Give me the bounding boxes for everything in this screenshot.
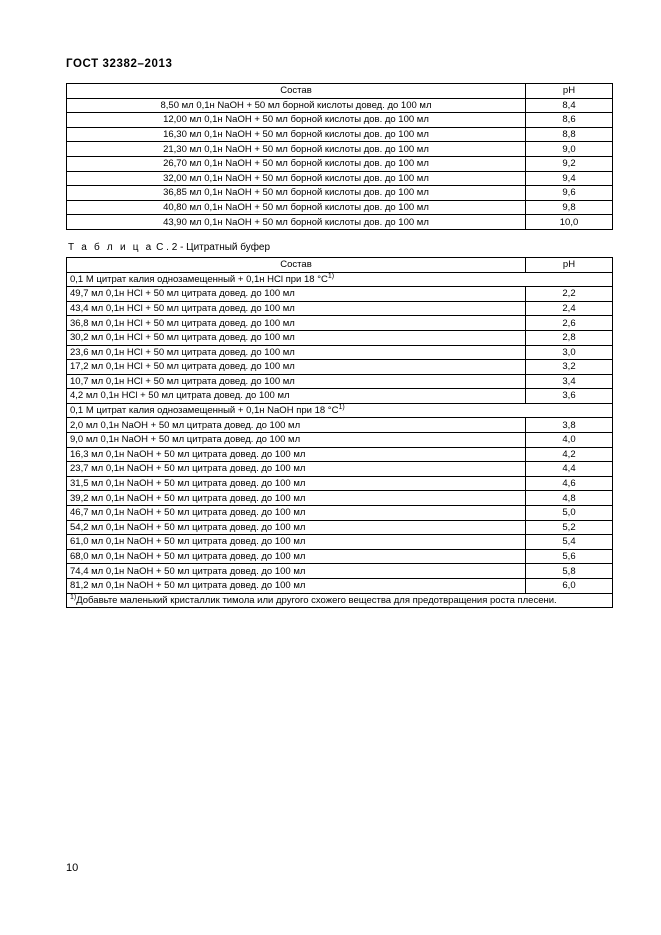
cell-composition: 23,7 мл 0,1н NaOH + 50 мл цитрата довед. до 100 мл <box>67 462 526 477</box>
table-row <box>67 433 613 448</box>
cell-composition: 12,00 мл 0,1н NaOH + 50 мл борной кислоты дов. до 100 мл <box>67 113 526 128</box>
cell-composition: 23,6 мл 0,1н HCl + 50 мл цитрата довед. до 100 мл <box>67 345 526 360</box>
table-caption-citrate <box>68 242 598 253</box>
table-row <box>67 186 613 201</box>
table-row <box>67 127 613 142</box>
cell-composition: 4,2 мл 0,1н HCl + 50 мл цитрата довед. до 100 мл <box>67 389 526 404</box>
cell-ph: 3,2 <box>526 360 613 375</box>
table-row <box>67 491 613 506</box>
table-row <box>67 506 613 521</box>
cell-ph: 5,2 <box>526 520 613 535</box>
cell-ph: 5,8 <box>526 564 613 579</box>
cell-composition: 40,80 мл 0,1н NaOH + 50 мл борной кислоты дов. до 100 мл <box>67 200 526 215</box>
cell-ph: 8,6 <box>526 113 613 128</box>
cell-ph: 4,8 <box>526 491 613 506</box>
table-row <box>67 447 613 462</box>
cell-ph: 5,0 <box>526 506 613 521</box>
cell-ph: 5,4 <box>526 535 613 550</box>
cell-ph: 2,2 <box>526 287 613 302</box>
table-row <box>67 418 613 433</box>
table-row <box>67 549 613 564</box>
table-row <box>67 462 613 477</box>
cell-composition: 16,30 мл 0,1н NaOH + 50 мл борной кислоты дов. до 100 мл <box>67 127 526 142</box>
cell-composition: 36,85 мл 0,1н NaOH + 50 мл борной кислоты дов. до 100 мл <box>67 186 526 201</box>
cell-composition: 26,70 мл 0,1н NaOH + 50 мл борной кислоты дов. до 100 мл <box>67 156 526 171</box>
cell-composition: 32,00 мл 0,1н NaOH + 50 мл борной кислоты дов. до 100 мл <box>67 171 526 186</box>
caption-prefix: Т а б л и ц а <box>68 241 154 253</box>
page-header: ГОСТ 32382–2013 <box>66 58 173 70</box>
cell-composition: 81,2 мл 0,1н NaOH + 50 мл цитрата довед. до 100 мл <box>67 579 526 594</box>
cell-composition: 8,50 мл 0,1н NaOH + 50 мл борной кислоты довед. до 100 мл <box>67 98 526 113</box>
column-header-composition: Состав <box>67 257 526 272</box>
cell-composition: 17,2 мл 0,1н HCl + 50 мл цитрата довед. до 100 мл <box>67 360 526 375</box>
footnote-text: Добавьте маленький кристаллик тимола или другого схожего вещества для предотвращения роста плесени. <box>76 594 557 606</box>
table-subheader-row <box>67 403 613 418</box>
table-row <box>67 215 613 230</box>
table-row <box>67 345 613 360</box>
cell-composition: 74,4 мл 0,1н NaOH + 50 мл цитрата довед. до 100 мл <box>67 564 526 579</box>
cell-composition: 61,0 мл 0,1н NaOH + 50 мл цитрата довед. до 100 мл <box>67 535 526 550</box>
cell-ph: 4,2 <box>526 447 613 462</box>
cell-composition: 43,4 мл 0,1н HCl + 50 мл цитрата довед. до 100 мл <box>67 301 526 316</box>
table-row <box>67 113 613 128</box>
table-footnote <box>67 593 613 608</box>
table-body <box>67 257 613 607</box>
cell-ph: 9,8 <box>526 200 613 215</box>
cell-composition: 30,2 мл 0,1н HCl + 50 мл цитрата довед. до 100 мл <box>67 330 526 345</box>
cell-ph: 4,0 <box>526 433 613 448</box>
cell-composition: 16,3 мл 0,1н NaOH + 50 мл цитрата довед. до 100 мл <box>67 447 526 462</box>
table-row <box>67 142 613 157</box>
cell-ph: 8,8 <box>526 127 613 142</box>
cell-ph: 8,4 <box>526 98 613 113</box>
cell-ph: 9,2 <box>526 156 613 171</box>
column-header-ph: pH <box>526 84 613 99</box>
cell-ph: 5,6 <box>526 549 613 564</box>
cell-ph: 4,4 <box>526 462 613 477</box>
cell-composition: 68,0 мл 0,1н NaOH + 50 мл цитрата довед. до 100 мл <box>67 549 526 564</box>
table-header-row <box>67 257 613 272</box>
table-row <box>67 156 613 171</box>
table-row <box>67 171 613 186</box>
cell-ph: 3,6 <box>526 389 613 404</box>
cell-composition: 49,7 мл 0,1н HCl + 50 мл цитрата довед. до 100 мл <box>67 287 526 302</box>
cell-ph: 2,8 <box>526 330 613 345</box>
table-footnote-row <box>67 593 613 608</box>
cell-ph: 2,4 <box>526 301 613 316</box>
cell-ph: 2,6 <box>526 316 613 331</box>
cell-ph: 9,6 <box>526 186 613 201</box>
table-row <box>67 389 613 404</box>
cell-ph: 9,4 <box>526 171 613 186</box>
cell-ph: 10,0 <box>526 215 613 230</box>
cell-composition: 2,0 мл 0,1н NaOH + 50 мл цитрата довед. до 100 мл <box>67 418 526 433</box>
cell-composition: 54,2 мл 0,1н NaOH + 50 мл цитрата довед. до 100 мл <box>67 520 526 535</box>
page-number: 10 <box>66 862 79 874</box>
table-row <box>67 564 613 579</box>
table-row <box>67 360 613 375</box>
cell-composition: 21,30 мл 0,1н NaOH + 50 мл борной кислоты дов. до 100 мл <box>67 142 526 157</box>
table-row <box>67 287 613 302</box>
cell-composition: 9,0 мл 0,1н NaOH + 50 мл цитрата довед. до 100 мл <box>67 433 526 448</box>
subheader-naoh-footnote-marker: 1) <box>338 403 345 411</box>
cell-ph: 9,0 <box>526 142 613 157</box>
table-citrate-buffer <box>66 257 613 608</box>
table-row <box>67 535 613 550</box>
subheader-naoh-text: 0,1 М цитрат калия однозамещенный + 0,1н NaOH при 18 °С <box>70 405 339 417</box>
table-row <box>67 330 613 345</box>
subheader-hcl-footnote-marker: 1) <box>327 272 335 280</box>
table-row <box>67 374 613 389</box>
column-header-composition: Состав <box>67 84 526 99</box>
cell-ph: 3,8 <box>526 418 613 433</box>
cell-composition: 36,8 мл 0,1н HCl + 50 мл цитрата довед. до 100 мл <box>67 316 526 331</box>
table-row <box>67 301 613 316</box>
table-row <box>67 520 613 535</box>
cell-composition: 46,7 мл 0,1н NaOH + 50 мл цитрата довед. до 100 мл <box>67 506 526 521</box>
column-header-ph: pH <box>526 257 613 272</box>
footnote-marker: 1) <box>70 593 77 601</box>
table-row <box>67 316 613 331</box>
table-row <box>67 476 613 491</box>
subheader-hcl <box>67 272 613 287</box>
table-row <box>67 579 613 594</box>
subheader-hcl-text: 0,1 М цитрат калия однозамещенный + 0,1н HCl при 18 °С <box>70 273 328 285</box>
cell-composition: 39,2 мл 0,1н NaOH + 50 мл цитрата довед. до 100 мл <box>67 491 526 506</box>
subheader-naoh <box>67 403 613 418</box>
table-body <box>67 84 613 230</box>
cell-composition: 31,5 мл 0,1н NaOH + 50 мл цитрата довед. до 100 мл <box>67 476 526 491</box>
table-borate-buffer <box>66 83 613 230</box>
cell-ph: 6,0 <box>526 579 613 594</box>
cell-composition: 43,90 мл 0,1н NaOH + 50 мл борной кислоты дов. до 100 мл <box>67 215 526 230</box>
table-header-row <box>67 84 613 99</box>
cell-ph: 3,0 <box>526 345 613 360</box>
caption-text: С . 2 - Цитратный буфер <box>156 241 271 253</box>
table-row <box>67 200 613 215</box>
cell-ph: 4,6 <box>526 476 613 491</box>
cell-composition: 10,7 мл 0,1н HCl + 50 мл цитрата довед. до 100 мл <box>67 374 526 389</box>
document-content <box>66 83 598 608</box>
cell-ph: 3,4 <box>526 374 613 389</box>
table-row <box>67 98 613 113</box>
table-subheader-row <box>67 272 613 287</box>
